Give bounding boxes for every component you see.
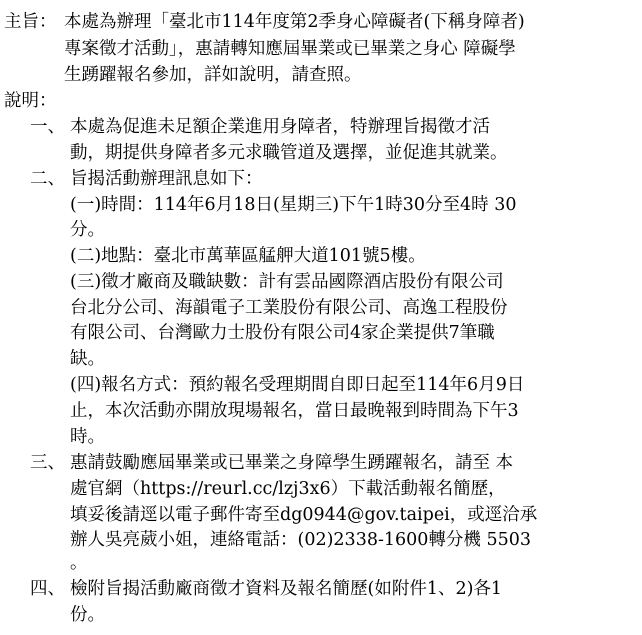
- item-3-line-5: 。: [70, 553, 88, 573]
- subject-label: 主旨：: [4, 12, 57, 32]
- subitem-4-line-3: 時。: [70, 427, 105, 447]
- subitem-2-line-1: (二)地點：臺北市萬華區艋舺大道101號5樓。: [70, 246, 426, 266]
- subject-line-2: 專案徵才活動」，惠請轉知應屆畢業或已畢業之身心 障礙學: [64, 39, 516, 59]
- item-3-line-4: 辦人吳亮葳小姐，連絡電話：(02)2338-1600轉分機 5503: [70, 530, 532, 550]
- explanation-label: 說明：: [4, 91, 57, 111]
- subitem-3-line-2: 台北分公司、海韻電子工業股份有限公司、高逸工程股份: [70, 298, 508, 318]
- item-3-number: 三、: [30, 453, 65, 473]
- item-2-line-1: 旨揭活動辦理訊息如下：: [70, 169, 263, 189]
- item-3-line-1: 惠請鼓勵應屆畢業或已畢業之身障學生踴躍報名，請至 本: [70, 453, 514, 473]
- item-4-number: 四、: [30, 579, 65, 599]
- item-1-line-2: 動，期提供身障者多元求職管道及選擇，並促進其就業。: [70, 143, 508, 163]
- item-4-line-2: 份。: [70, 605, 105, 625]
- item-4-line-1: 檢附旨揭活動廠商徵才資料及報名簡歷(如附件1、2)各1: [70, 579, 503, 599]
- subitem-1-line-1: (一)時間：114年6月18日(星期三)下午1時30分至4時 30: [70, 195, 517, 215]
- item-2-number: 二、: [30, 169, 65, 189]
- item-3-line-2: 處官網（https://reurl.cc/lzj3x6）下載活動報名簡歷，: [70, 479, 506, 499]
- subitem-3-line-4: 缺。: [70, 349, 105, 369]
- subitem-4-line-1: (四)報名方式：預約報名受理期間自即日起至114年6月9日: [70, 375, 525, 395]
- item-1-line-1: 本處為促進未足額企業進用身障者，特辦理旨揭徵才活: [70, 117, 490, 137]
- subitem-4-line-2: 止，本次活動亦開放現場報名，當日最晚報到時間為下午3: [70, 401, 519, 421]
- subitem-3-line-1: (三)徵才廠商及職缺數：計有雲品國際酒店股份有限公司: [70, 272, 504, 292]
- subject-line-3: 生踴躍報名參加，詳如說明，請查照。: [64, 65, 362, 85]
- subject-line-1: 本處為辦理「臺北市114年度第2季身心障礙者(下稱身障者): [64, 12, 525, 32]
- item-3-line-3: 填妥後請逕以電子郵件寄至dg0944@gov.taipei，或逕洽承: [70, 505, 538, 525]
- subitem-3-line-3: 有限公司、台灣歐力士股份有限公司4家企業提供7筆職: [70, 323, 495, 343]
- subitem-1-line-2: 分。: [70, 220, 105, 240]
- item-1-number: 一、: [30, 117, 65, 137]
